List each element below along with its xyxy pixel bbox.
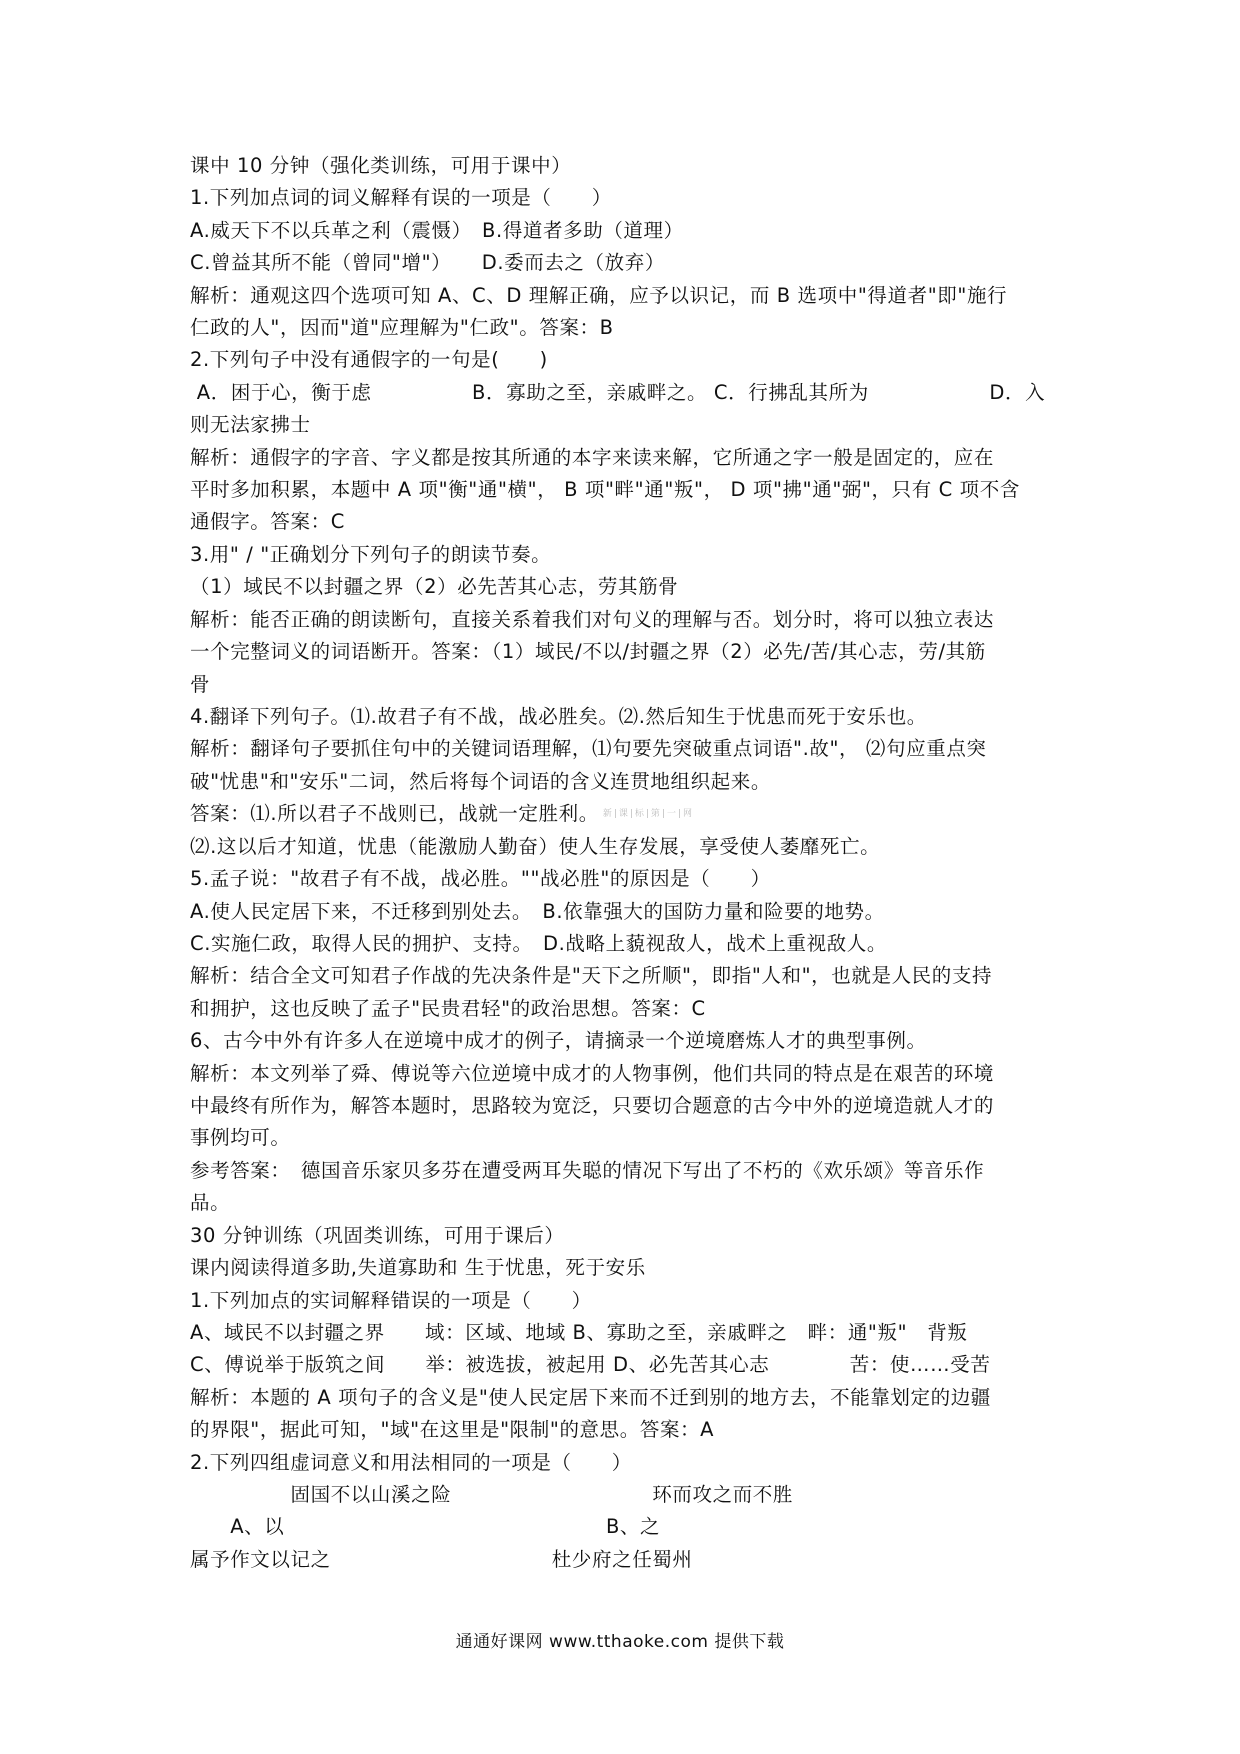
analysis-6-line-1: 解析：本文列举了舜、傅说等六位逆境中成才的人物事例，他们共同的特点是在艰苦的环境 [190, 1061, 995, 1085]
exercise-1-analysis-line-1: 解析：本题的 A 项句子的含义是"使人民定居下来而不迁到别的地方去，不能靠划定的边疆 [190, 1385, 991, 1409]
exercise-2: 2.下列四组虚词意义和用法相同的一项是（ ） [190, 1450, 632, 1474]
analysis-5-line-2: 和拥护，这也反映了孟子"民贵君轻"的政治思想。答案：C [190, 996, 706, 1020]
analysis-6-line-2: 中最终有所作为，解答本题时，思路较为宽泛，只要切合题意的古今中外的逆境造就人才的 [190, 1094, 995, 1118]
question-1: 1.下列加点词的词义解释有误的一项是（ ） [190, 186, 612, 210]
reference-answer-6: 参考答案： 德国音乐家贝多芬在遭受两耳失聪的情况下写出了不朽的《欢乐颂》等音乐作 [190, 1158, 985, 1182]
exercise-2-row-3: 属予作文以记之 杜少府之任蜀州 [190, 1547, 693, 1571]
question-1-options-ab: A.威天下不以兵革之利（震慑） B.得道者多助（道理） [190, 218, 684, 242]
document-body [190, 150, 1060, 1576]
analysis-4-line-2: 破"忧患"和"安乐"二词，然后将每个词语的含义连贯地组织起来。 [190, 769, 771, 793]
exercise-1-analysis-line-2: 的界限"，据此可知，"域"在这里是"限制"的意思。答案：A [190, 1418, 715, 1442]
analysis-1-line-2: 仁政的人"，因而"道"应理解为"仁政"。答案：B [190, 316, 614, 340]
analysis-2-line-3: 通假字。答案：C [190, 510, 345, 534]
question-4: 4.翻译下列句子。⑴.故君子有不战，战必胜矣。⑵.然后知生于忧患而死于安乐也。 [190, 704, 927, 728]
answer-4-text: 答案：⑴.所以君子不战则已，战就一定胜利。 [190, 802, 599, 826]
question-5-options-ab: A.使人民定居下来，不迁移到别处去。 B.依靠强大的国防力量和险要的地势。 [190, 899, 885, 923]
reference-answer-6-cont: 品。 [190, 1191, 231, 1215]
analysis-2-line-1: 解析：通假字的字音、字义都是按其所通的本字来读来解，它所通之字一般是固定的，应在 [190, 445, 995, 469]
exercise-2-row-1: 固国不以山溪之险 环而攻之而不胜 [190, 1482, 794, 1506]
analysis-3-line-1: 解析：能否正确的朗读断句，直接关系着我们对句义的理解与否。划分时，将可以独立表达 [190, 607, 995, 631]
question-5: 5.孟子说："故君子有不战，战必胜。""战必胜"的原因是（ ） [190, 867, 771, 891]
question-6: 6、古今中外有许多人在逆境中成才的例子，请摘录一个逆境磨炼人才的典型事例。 [190, 1029, 927, 1053]
exercise-1: 1.下列加点的实词解释错误的一项是（ ） [190, 1288, 592, 1312]
section-heading-2: 30 分钟训练（巩固类训练，可用于课后） [190, 1223, 565, 1247]
answer-4-line-2: ⑵.这以后才知道，忧患（能激励人勤奋）使人生存发展，享受使人萎靡死亡。 [190, 834, 881, 858]
question-3: 3.用" / "正确划分下列句子的朗读节奏。 [190, 542, 552, 566]
question-2-options-cont: 则无法家拂士 [190, 413, 311, 437]
analysis-3-line-2: 一个完整词义的词语断开。答案：（1）域民/不以/封疆之界（2）必先/苦/其心志，劳/其筋 [190, 640, 986, 664]
question-5-options-cd: C.实施仁政，取得人民的拥护、支持。 D.战略上藐视敌人，战术上重视敌人。 [190, 932, 887, 956]
answer-4-line-1 [190, 798, 1060, 831]
question-3-sentences: （1）域民不以封疆之界（2）必先苦其心志，劳其筋骨 [190, 575, 679, 599]
analysis-5-line-1: 解析：结合全文可知君子作战的先决条件是"天下之所顺"，即指"人和"，也就是人民的支持 [190, 964, 993, 988]
reading-title: 课内阅读得道多助,失道寡助和 生于忧患，死于安乐 [190, 1256, 646, 1280]
exercise-1-options-cd: C、傅说举于版筑之间 举：被选拔，被起用 D、必先苦其心志 苦：使……受苦 [190, 1353, 991, 1377]
analysis-4-line-1: 解析：翻译句子要抓住句中的关键词语理解，⑴句要先突破重点词语".故"， ⑵句应重点突 [190, 737, 987, 761]
analysis-3-line-3: 骨 [190, 672, 211, 696]
analysis-6-line-3: 事例均可。 [190, 1126, 291, 1150]
analysis-1-line-1: 解析：通观这四个选项可知 A、C、D 理解正确，应予以识记，而 B 选项中"得道者"即"施行 [190, 283, 1008, 307]
analysis-2-line-2: 平时多加积累，本题中 A 项"衡"通"横"， B 项"畔"通"叛"， D 项"拂"通"弼"，只有 C 项不含 [190, 478, 1020, 502]
exercise-2-row-2: A、以 B、之 [190, 1515, 661, 1539]
watermark: 新|课|标|第|一|网 [602, 809, 694, 820]
exercise-1-options-ab: A、域民不以封疆之界 域：区域、地域 B、寡助之至，亲戚畔之 畔：通"叛" 背叛 [190, 1320, 968, 1344]
question-2: 2.下列句子中没有通假字的一句是( ) [190, 348, 548, 372]
section-heading: 课中 10 分钟（强化类训练，可用于课中） [190, 154, 572, 177]
question-2-options: A．困于心，衡于虑 B．寡助之至，亲戚畔之。 C．行拂乱其所为 D．入 [190, 380, 1046, 404]
page-footer: 通通好课网 www.tthaoke.com 提供下载 [455, 1632, 785, 1652]
question-1-options-cd: C.曾益其所不能（曾同"增"） D.委而去之（放弃） [190, 251, 665, 275]
